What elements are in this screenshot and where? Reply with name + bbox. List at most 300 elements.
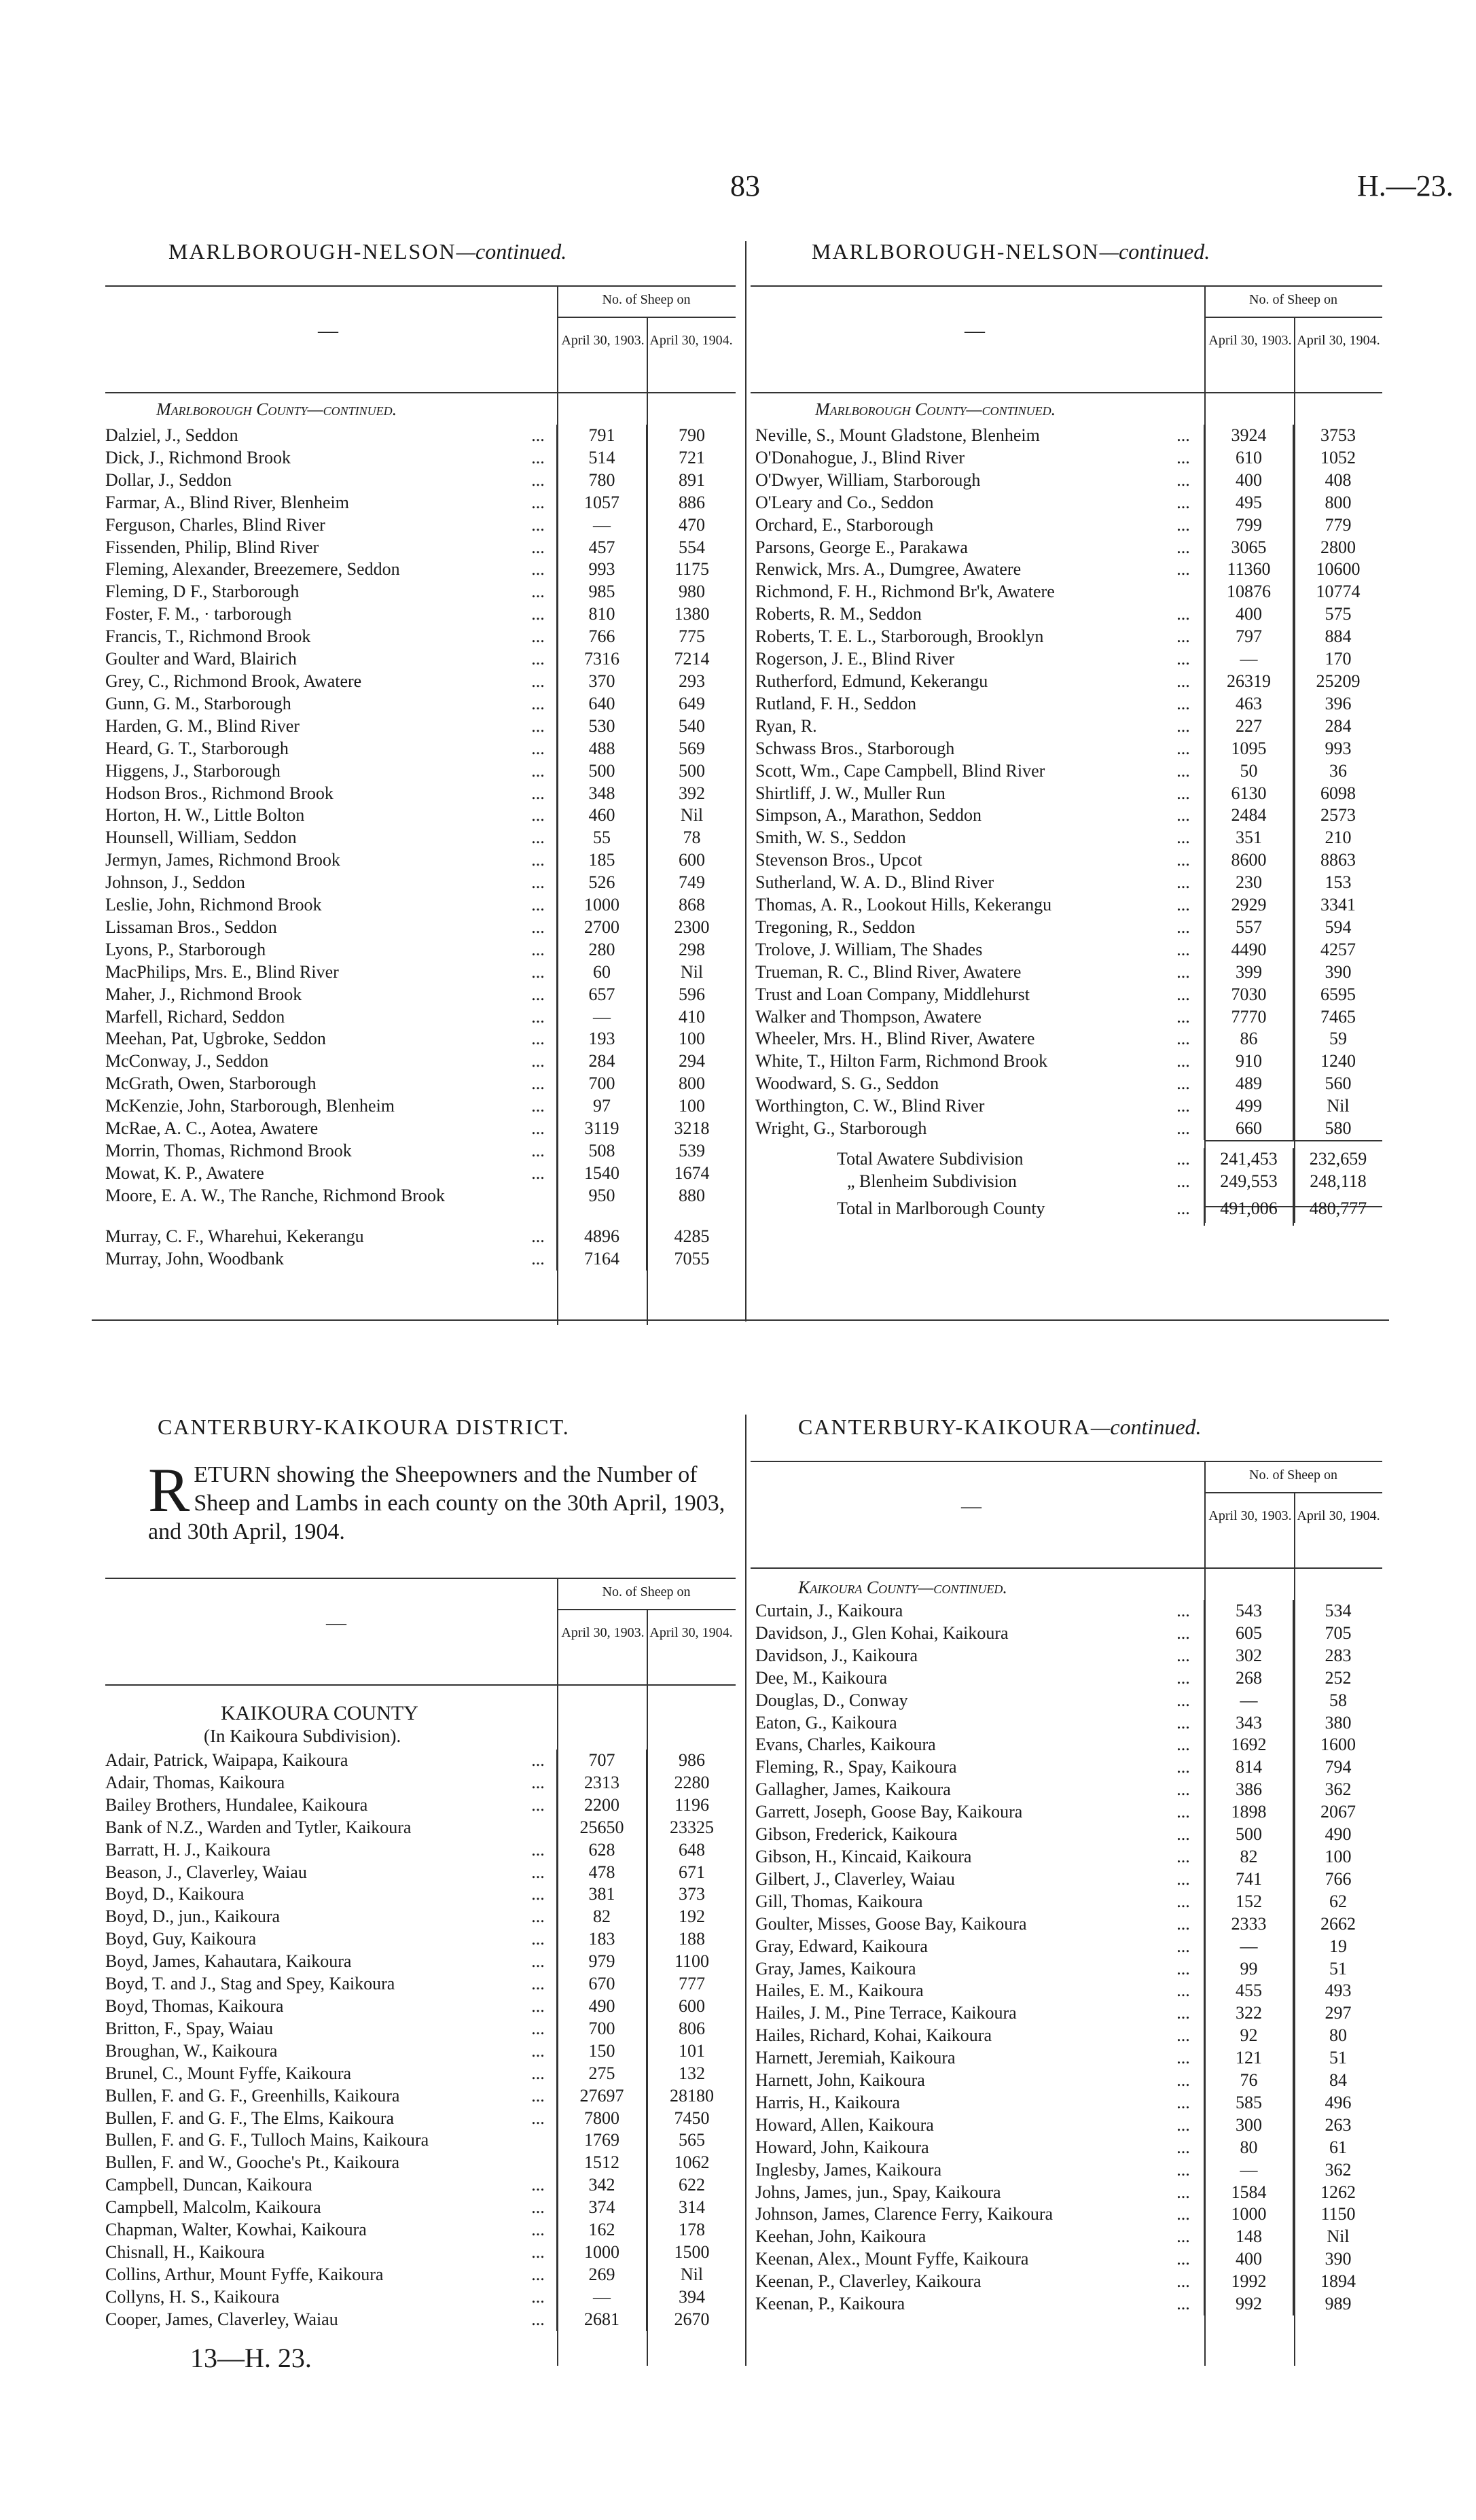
- sheep-1903: 1540: [557, 1163, 647, 1185]
- owner-name: Howard, John, Kaikoura: [755, 2137, 929, 2157]
- leader-dots: ...: [531, 715, 545, 736]
- page-code: H.—23.: [1357, 169, 1454, 202]
- leader-dots: ...: [531, 649, 545, 669]
- sheep-1904: 596: [647, 984, 736, 1006]
- sheep-1903: 6130: [1204, 783, 1293, 805]
- owner-name: Harris, H., Kaikoura: [755, 2092, 900, 2112]
- owner-name: MacPhilips, Mrs. E., Blind River: [105, 961, 339, 982]
- table-row: [105, 804, 736, 827]
- leader-dots: ...: [1176, 2159, 1190, 2180]
- owner-name: Boyd, T. and J., Stag and Spey, Kaikoura: [105, 1974, 395, 1994]
- leader-dots: ...: [1176, 1667, 1190, 1688]
- table-row: [755, 917, 1382, 939]
- sheep-1903: 82: [1204, 1846, 1293, 1868]
- owner-name: Fleming, Alexander, Breezemere, Seddon: [105, 559, 400, 580]
- owner-name: Gallagher, James, Kaikoura: [755, 1779, 951, 1800]
- leader-dots: ...: [531, 447, 545, 467]
- table-row: [755, 1756, 1382, 1779]
- leader-dots: ...: [531, 760, 545, 781]
- leader-dots: ...: [1176, 1868, 1190, 1889]
- table-row: [105, 1163, 736, 1185]
- sheep-1904: 779: [1293, 514, 1382, 537]
- center-divider-bottom: [745, 1415, 746, 2366]
- leader-dots: ...: [1176, 2182, 1190, 2202]
- sheep-1903: 2700: [557, 917, 647, 939]
- header-year-1904: April 30, 1904.: [1297, 1508, 1380, 1523]
- table-row: [105, 2174, 736, 2197]
- leader-dots: ...: [531, 2085, 545, 2106]
- sheep-1904: Nil: [647, 804, 736, 827]
- table-row: [105, 1028, 736, 1050]
- header-group: No. of Sheep on: [602, 292, 691, 307]
- sheep-1903: 3065: [1204, 537, 1293, 559]
- table-row: [755, 425, 1382, 447]
- leader-dots: ...: [1176, 1712, 1190, 1733]
- table-row: [105, 1248, 736, 1271]
- owner-name: Keehan, John, Kaikoura: [755, 2226, 926, 2247]
- owner-name: Harnett, Jeremiah, Kaikoura: [755, 2048, 956, 2068]
- leader-dots: ...: [1176, 492, 1190, 512]
- sheep-1904: 51: [1293, 2047, 1382, 2070]
- sheep-1903: 348: [557, 783, 647, 805]
- owner-name: Gibson, H., Kincaid, Kaikoura: [755, 1846, 972, 1866]
- leader-dots: ...: [1176, 828, 1190, 848]
- owner-name: Cooper, James, Claverley, Waiau: [105, 2309, 338, 2329]
- leader-dots: ...: [531, 939, 545, 959]
- sheep-1903: 284: [557, 1050, 647, 1073]
- table-row: [755, 2271, 1382, 2293]
- leader-dots: ...: [1176, 1073, 1190, 1094]
- sheep-1904: 600: [647, 1995, 736, 2018]
- sheep-1904: 100: [647, 1095, 736, 1118]
- table-row: [755, 738, 1382, 760]
- owner-name: „ Blenheim Subdivision: [847, 1171, 1017, 1191]
- sheep-1904: 534: [1293, 1600, 1382, 1622]
- sheep-1904: 671: [647, 1862, 736, 1884]
- leader-dots: ...: [531, 514, 545, 535]
- table-row: [755, 1193, 1382, 1226]
- sheep-1903: —: [1204, 2159, 1293, 2182]
- owner-name: Boyd, D., jun., Kaikoura: [105, 1906, 281, 1927]
- sheep-1903: 463: [1204, 693, 1293, 715]
- sheep-1903: 8600: [1204, 849, 1293, 872]
- owner-name: Garrett, Joseph, Goose Bay, Kaikoura: [755, 1802, 1023, 1822]
- sheep-1904: 232,659: [1293, 1148, 1382, 1171]
- leader-dots: ...: [1176, 1824, 1190, 1845]
- leader-dots: ...: [1176, 693, 1190, 713]
- table-row: [755, 2203, 1382, 2226]
- table-row: [105, 2018, 736, 2040]
- sheep-1904: 721: [647, 447, 736, 469]
- top-left-title: MARLBOROUGH-NELSON—continued.: [168, 239, 567, 264]
- leader-dots: ...: [531, 1794, 545, 1815]
- leader-dots: ...: [531, 1006, 545, 1027]
- leader-dots: ...: [531, 1096, 545, 1116]
- table-row: [105, 1006, 736, 1029]
- sheep-1903: 585: [1204, 2092, 1293, 2114]
- table-row: [755, 1148, 1382, 1171]
- sheep-1904: 25209: [1293, 671, 1382, 693]
- sheep-1904: 101: [647, 2040, 736, 2063]
- table-row: [755, 1801, 1382, 1824]
- sheep-1903: 491,006: [1204, 1193, 1293, 1226]
- table-row: [105, 2129, 736, 2152]
- leader-dots: ...: [1176, 2048, 1190, 2068]
- sheep-1903: 82: [557, 1906, 647, 1928]
- sheep-1904: 58: [1293, 1690, 1382, 1712]
- header-year-1904: April 30, 1904.: [1297, 333, 1380, 348]
- sheep-1904: 980: [647, 581, 736, 603]
- sheep-1903: 241,453: [1204, 1148, 1293, 1171]
- sheep-1903: 605: [1204, 1622, 1293, 1645]
- sheep-1903: 700: [557, 1073, 647, 1095]
- table-row: [755, 1118, 1382, 1140]
- sheep-1903: 7800: [557, 2108, 647, 2130]
- owner-name: Foster, F. M., · tarborough: [105, 604, 292, 624]
- sheep-1904: 868: [647, 894, 736, 917]
- leader-dots: ...: [531, 1995, 545, 2016]
- table-row: [105, 984, 736, 1006]
- owner-name: Worthington, C. W., Blind River: [755, 1096, 985, 1116]
- table-row: [755, 2226, 1382, 2248]
- table-row: [755, 469, 1382, 492]
- owner-name: Gray, Edward, Kaikoura: [755, 1936, 928, 1956]
- sheep-1903: 1992: [1204, 2271, 1293, 2293]
- sheep-1903: 457: [557, 537, 647, 559]
- table-row: [755, 1667, 1382, 1690]
- table-row: [105, 1883, 736, 1906]
- table-row: [755, 1958, 1382, 1981]
- leader-dots: ...: [531, 738, 545, 758]
- leader-dots: ...: [1176, 1891, 1190, 1911]
- sheep-1903: 7164: [557, 1248, 647, 1271]
- sheep-1903: 2333: [1204, 1913, 1293, 1936]
- sheep-1903: 780: [557, 469, 647, 492]
- table-row: [755, 2293, 1382, 2315]
- owner-name: Eaton, G., Kaikoura: [755, 1712, 897, 1733]
- sheep-1903: 2484: [1204, 804, 1293, 827]
- sheep-1904: 19: [1293, 1936, 1382, 1958]
- sheep-1903: 640: [557, 693, 647, 715]
- table-row: [105, 2152, 736, 2174]
- leader-dots: ...: [531, 1141, 545, 1160]
- table-row: [105, 1073, 736, 1095]
- table-row: [755, 1050, 1382, 1073]
- owner-name: Harden, G. M., Blind River: [105, 715, 300, 736]
- sheep-1903: —: [1204, 1690, 1293, 1712]
- leader-dots: ...: [1176, 984, 1190, 1004]
- sheep-1904: 132: [647, 2063, 736, 2085]
- owner-name: Schwass Bros., Starborough: [755, 738, 955, 758]
- sheep-1903: 25650: [557, 1817, 647, 1839]
- owner-name: Gibson, Frederick, Kaikoura: [755, 1824, 958, 1845]
- table-row: [755, 2002, 1382, 2025]
- table-row: [755, 2114, 1382, 2137]
- leader-dots: ...: [531, 1906, 545, 1927]
- sheep-1904: 293: [647, 671, 736, 693]
- leader-dots: ...: [531, 1248, 545, 1268]
- owner-name: Trust and Loan Company, Middlehurst: [755, 984, 1030, 1004]
- owner-name: Moore, E. A. W., The Ranche, Richmond Brook: [105, 1185, 445, 1205]
- dropcap: R: [148, 1455, 190, 1525]
- sheep-1903: 400: [1204, 603, 1293, 626]
- sheep-1903: 280: [557, 939, 647, 961]
- leader-dots: ...: [531, 828, 545, 848]
- table-row: [755, 626, 1382, 648]
- leader-dots: ...: [531, 1974, 545, 1994]
- owner-name: Rogerson, J. E., Blind River: [755, 649, 955, 669]
- owner-name: Bullen, F. and G. F., Tulloch Mains, Kaikoura: [105, 2130, 429, 2150]
- leader-dots: ...: [1176, 1735, 1190, 1755]
- sheep-1904: 775: [647, 626, 736, 648]
- owner-name: Marfell, Richard, Seddon: [105, 1006, 285, 1027]
- owner-name: Leslie, John, Richmond Brook: [105, 895, 322, 915]
- sheep-1904: 373: [647, 1883, 736, 1906]
- owner-name: Parsons, George E., Parakawa: [755, 537, 968, 557]
- leader-dots: ...: [531, 961, 545, 982]
- table-row: [105, 626, 736, 648]
- leader-dots: ...: [531, 1929, 545, 1949]
- owner-name: Morrin, Thomas, Richmond Brook: [105, 1141, 352, 1160]
- top-left-subhead: Marlborough County—continued.: [156, 400, 397, 419]
- table-row: [755, 1006, 1382, 1029]
- owner-name: Bailey Brothers, Hundalee, Kaikoura: [105, 1794, 368, 1815]
- sheep-1904: 23325: [647, 1817, 736, 1839]
- bottom-right-subhead: Kaikoura County—continued.: [798, 1578, 1007, 1597]
- owner-name: Johnson, J., Seddon: [105, 872, 245, 893]
- header-year-1903: April 30, 1903.: [561, 333, 645, 348]
- sheep-1903: 121: [1204, 2047, 1293, 2070]
- owner-name: Bullen, F. and W., Gooche's Pt., Kaikoura: [105, 2152, 400, 2173]
- sheep-1904: 480,777: [1293, 1193, 1382, 1226]
- sheep-1904: Nil: [647, 961, 736, 984]
- table-row: [105, 2241, 736, 2264]
- table-row: [105, 671, 736, 693]
- leader-dots: ...: [531, 805, 545, 826]
- table-row: [105, 1973, 736, 1995]
- table-row: [755, 671, 1382, 693]
- owner-name: Murray, C. F., Wharehui, Kekerangu: [105, 1226, 364, 1246]
- table-row: [755, 872, 1382, 894]
- owner-name: O'Donahogue, J., Blind River: [755, 447, 965, 467]
- owner-name: Tregoning, R., Seddon: [755, 917, 916, 937]
- sheep-1904: 3341: [1293, 894, 1382, 917]
- bottom-right-title: CANTERBURY-KAIKOURA—continued.: [798, 1415, 1202, 1439]
- sheep-1903: 150: [557, 2040, 647, 2063]
- sheep-1904: 84: [1293, 2070, 1382, 2092]
- owner-name: Fleming, D F., Starborough: [105, 582, 300, 602]
- owner-name: Douglas, D., Conway: [755, 1690, 908, 1710]
- owner-name: Collyns, H. S., Kaikoura: [105, 2286, 280, 2307]
- top-right-subhead: Marlborough County—continued.: [815, 400, 1056, 419]
- leader-dots: ...: [531, 783, 545, 803]
- sheep-1904: 891: [647, 469, 736, 492]
- sheep-1903: 1512: [557, 2152, 647, 2174]
- table-row: [755, 1622, 1382, 1645]
- table-row: [105, 961, 736, 984]
- leader-dots: ...: [1176, 537, 1190, 557]
- owner-name: Gray, James, Kaikoura: [755, 1958, 916, 1978]
- sheep-1904: 7055: [647, 1248, 736, 1271]
- leader-dots: ...: [531, 1029, 545, 1049]
- leader-dots: ...: [1176, 2070, 1190, 2091]
- sheep-1903: 386: [1204, 1779, 1293, 1801]
- header-dash: —: [318, 319, 338, 342]
- leader-dots: ...: [531, 2286, 545, 2307]
- table-row: [755, 1913, 1382, 1936]
- sheep-1904: 294: [647, 1050, 736, 1073]
- leader-dots: ...: [1176, 1118, 1190, 1139]
- owner-name: Bullen, F. and G. F., The Elms, Kaikoura: [105, 2108, 395, 2128]
- sheep-1904: 2800: [1293, 537, 1382, 559]
- sheep-1903: 993: [557, 558, 647, 581]
- owner-name: Johns, James, jun., Spay, Kaikoura: [755, 2182, 1001, 2202]
- table-row: [755, 1690, 1382, 1712]
- leader-dots: ...: [531, 559, 545, 580]
- leader-dots: ...: [531, 2264, 545, 2284]
- leader-dots: ...: [1176, 1006, 1190, 1027]
- sheep-1904: 884: [1293, 626, 1382, 648]
- table-row: [105, 917, 736, 939]
- sheep-1903: 300: [1204, 2114, 1293, 2137]
- sheep-1904: 362: [1293, 2159, 1382, 2182]
- leader-dots: ...: [1176, 2271, 1190, 2292]
- table-row: [755, 2070, 1382, 2092]
- leader-dots: ...: [1176, 1936, 1190, 1956]
- sheep-1903: 55: [557, 827, 647, 849]
- leader-dots: ...: [1176, 2249, 1190, 2269]
- table-row: [105, 715, 736, 738]
- sheep-1903: 741: [1204, 1868, 1293, 1891]
- owner-name: Horton, H. W., Little Bolton: [105, 805, 305, 826]
- sheep-1903: 3924: [1204, 425, 1293, 447]
- sheep-1904: 794: [1293, 1756, 1382, 1779]
- owner-name: Lyons, P., Starborough: [105, 939, 266, 959]
- leader-dots: ...: [531, 1118, 545, 1139]
- sheep-1904: 410: [647, 1006, 736, 1029]
- leader-dots: ...: [1176, 895, 1190, 915]
- leader-dots: ...: [1176, 917, 1190, 937]
- sheep-1904: 59: [1293, 1028, 1382, 1050]
- sheep-1904: 490: [1293, 1824, 1382, 1846]
- sheep-1903: 1692: [1204, 1734, 1293, 1756]
- sheep-1903: 707: [557, 1750, 647, 1772]
- sheep-1903: 489: [1204, 1073, 1293, 1095]
- owner-name: Meehan, Pat, Ugbroke, Seddon: [105, 1029, 326, 1049]
- owner-name: Collins, Arthur, Mount Fyffe, Kaikoura: [105, 2264, 384, 2284]
- table-row: [105, 2063, 736, 2085]
- sheep-1903: 342: [557, 2174, 647, 2197]
- table-row: [105, 1928, 736, 1951]
- owner-name: Thomas, A. R., Lookout Hills, Kekerangu: [755, 895, 1052, 915]
- leader-dots: ...: [531, 2018, 545, 2038]
- top-right-totals: [755, 1148, 1382, 1226]
- table-row: [105, 2085, 736, 2108]
- header-group: No. of Sheep on: [1249, 1468, 1337, 1483]
- leader-dots: ...: [531, 1750, 545, 1770]
- leader-dots: ...: [1176, 715, 1190, 736]
- leader-dots: ...: [1176, 1846, 1190, 1866]
- table-row: [755, 2137, 1382, 2159]
- leader-dots: ...: [531, 626, 545, 647]
- owner-name: Sutherland, W. A. D., Blind River: [755, 872, 994, 893]
- owner-name: Hodson Bros., Richmond Brook: [105, 783, 334, 803]
- sheep-1903: 275: [557, 2063, 647, 2085]
- header-group: No. of Sheep on: [1249, 292, 1337, 307]
- sheep-1904: 7450: [647, 2108, 736, 2130]
- sheep-1903: 399: [1204, 961, 1293, 984]
- sheep-1904: 248,118: [1293, 1171, 1382, 1193]
- leader-dots: ...: [1176, 1622, 1190, 1643]
- owner-name: Harnett, John, Kaikoura: [755, 2070, 925, 2091]
- owner-name: Johnson, James, Clarence Ferry, Kaikoura: [755, 2204, 1054, 2224]
- owner-name: Goulter and Ward, Blairich: [105, 649, 297, 669]
- sheep-1904: 560: [1293, 1073, 1382, 1095]
- leader-dots: ...: [1176, 1779, 1190, 1800]
- sheep-1903: 99: [1204, 1958, 1293, 1981]
- sheep-1904: 880: [647, 1185, 736, 1226]
- owner-name: Walker and Thompson, Awatere: [755, 1006, 982, 1027]
- sheep-1904: 540: [647, 715, 736, 738]
- sheep-1904: 362: [1293, 1779, 1382, 1801]
- owner-name: Broughan, W., Kaikoura: [105, 2040, 278, 2061]
- table-row: [755, 581, 1382, 603]
- table-row: [105, 1995, 736, 2018]
- header-year-1903: April 30, 1903.: [1208, 333, 1292, 348]
- sheep-1903: 7316: [557, 648, 647, 671]
- leader-dots: ...: [1176, 760, 1190, 781]
- sheep-1904: 1100: [647, 1951, 736, 1973]
- owner-name: McConway, J., Seddon: [105, 1051, 269, 1071]
- owner-name: Dee, M., Kaikoura: [755, 1667, 888, 1688]
- sheep-1903: 526: [557, 872, 647, 894]
- sheep-1904: 496: [1293, 2092, 1382, 2114]
- owner-name: Roberts, R. M., Seddon: [755, 604, 922, 624]
- sheep-1903: 268: [1204, 1667, 1293, 1690]
- leader-dots: ...: [1176, 671, 1190, 691]
- sheep-1903: 10876: [1204, 581, 1293, 603]
- leader-dots: ...: [531, 2220, 545, 2240]
- sheep-1904: 4257: [1293, 939, 1382, 961]
- sheep-1903: 992: [1204, 2293, 1293, 2315]
- sheep-1904: 1262: [1293, 2182, 1382, 2204]
- leader-dots: ...: [531, 537, 545, 557]
- table-row: [755, 1868, 1382, 1891]
- owner-name: Orchard, E., Starborough: [755, 514, 934, 535]
- table-row: [755, 1980, 1382, 2002]
- sheep-1903: 7030: [1204, 984, 1293, 1006]
- header-group: No. of Sheep on: [602, 1584, 691, 1599]
- owner-name: Renwick, Mrs. A., Dumgree, Awatere: [755, 559, 1022, 580]
- table-row: [105, 2040, 736, 2063]
- sheep-1903: 700: [557, 2018, 647, 2040]
- owner-name: Boyd, D., Kaikoura: [105, 1884, 245, 1904]
- sheep-1903: 162: [557, 2219, 647, 2241]
- sheep-1904: 2573: [1293, 804, 1382, 827]
- table-row: [755, 939, 1382, 961]
- sheep-1903: 381: [557, 1883, 647, 1906]
- sheep-1904: 396: [1293, 693, 1382, 715]
- leader-dots: ...: [1176, 1757, 1190, 1777]
- owner-name: Rutland, F. H., Seddon: [755, 693, 916, 713]
- sheep-1904: 569: [647, 738, 736, 760]
- owner-name: Simpson, A., Marathon, Seddon: [755, 805, 982, 826]
- table-row: [105, 603, 736, 626]
- sheep-1903: 1057: [557, 492, 647, 514]
- table-row: [755, 447, 1382, 469]
- table-row: [105, 514, 736, 537]
- top-right-title: MARLBOROUGH-NELSON—continued.: [812, 239, 1210, 264]
